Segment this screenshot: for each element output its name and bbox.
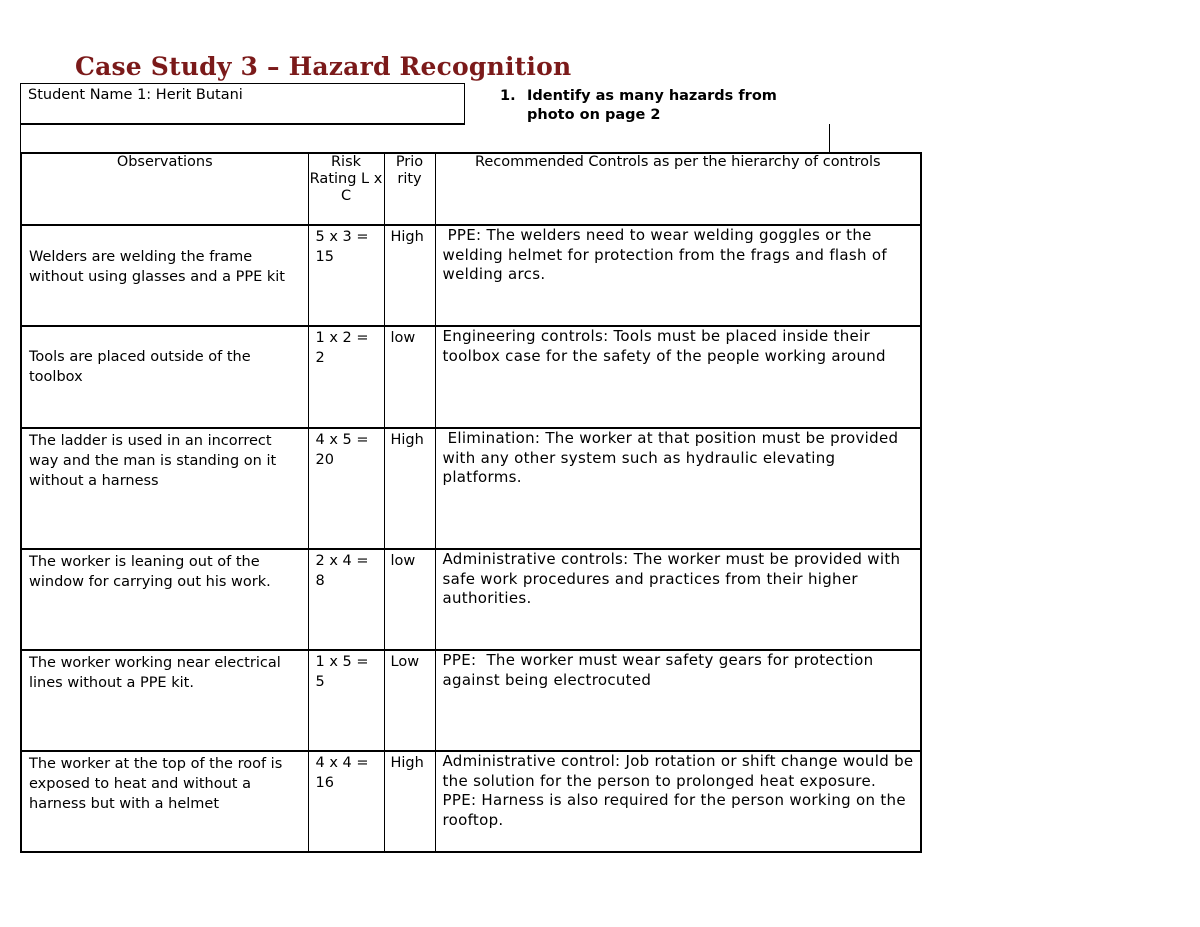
observation-cell: Welders are welding the frame without using glasses and a PPE kit — [21, 225, 308, 326]
table-row — [21, 650, 921, 751]
observation-cell: The worker at the top of the roof is exposed to heat and without a harness but with a helmet — [21, 751, 308, 852]
priority-cell: low — [384, 549, 435, 650]
control-cell: Engineering controls: Tools must be placed inside their toolbox case for the safety of the people working around — [435, 326, 921, 428]
question-text: Identify as many hazards from photo on page 2 — [527, 88, 777, 123]
control-cell: Elimination: The worker at that position must be provided with any other system such as hydraulic elevating platforms. — [435, 428, 921, 549]
header-controls: Recommended Controls as per the hierarchy of controls — [435, 153, 921, 225]
observation-cell: The worker working near electrical lines without a PPE kit. — [21, 650, 308, 751]
risk-cell: 5 x 3 = 15 — [308, 225, 384, 326]
table-row — [21, 225, 921, 326]
control-cell: PPE: The welders need to wear welding goggles or the welding helmet for protection from the frags and flash of welding arcs. — [435, 225, 921, 326]
control-cell: Administrative control: Job rotation or shift change would be the solution for the person to prolonged heat exposure. PPE: Harness is also required for the person working on the rooftop. — [435, 751, 921, 852]
priority-cell: High — [384, 428, 435, 549]
table-row — [21, 549, 921, 650]
header-risk-rating: Risk Rating L x C — [308, 153, 384, 225]
observation-cell: Tools are placed outside of the toolbox — [21, 326, 308, 428]
priority-cell: Low — [384, 650, 435, 751]
risk-cell: 4 x 5 = 20 — [308, 428, 384, 549]
risk-cell: 1 x 5 = 5 — [308, 650, 384, 751]
observation-cell: The ladder is used in an incorrect way and the man is standing on it without a harness — [21, 428, 308, 549]
document-title: Case Study 3 – Hazard Recognition — [75, 52, 572, 81]
header-priority: Prio rity — [384, 153, 435, 225]
priority-cell: low — [384, 326, 435, 428]
blank-row — [20, 124, 830, 154]
risk-cell: 2 x 4 = 8 — [308, 549, 384, 650]
question-number: 1. — [500, 88, 516, 104]
priority-cell: High — [384, 751, 435, 852]
risk-cell: 4 x 4 = 16 — [308, 751, 384, 852]
priority-cell: High — [384, 225, 435, 326]
table-row — [21, 751, 921, 852]
student-name-label: Student Name 1: Herit Butani — [28, 87, 243, 103]
control-cell: PPE: The worker must wear safety gears for protection against being electrocuted — [435, 650, 921, 751]
table-row — [21, 326, 921, 428]
observation-cell: The worker is leaning out of the window for carrying out his work. — [21, 549, 308, 650]
table-header-row — [21, 153, 921, 225]
header-observations: Observations — [21, 153, 308, 225]
table-row — [21, 428, 921, 549]
risk-cell: 1 x 2 = 2 — [308, 326, 384, 428]
student-name-box — [20, 83, 465, 125]
control-cell: Administrative controls: The worker must be provided with safe work procedures and practices from their higher authorities. — [435, 549, 921, 650]
hazard-table — [20, 152, 922, 853]
